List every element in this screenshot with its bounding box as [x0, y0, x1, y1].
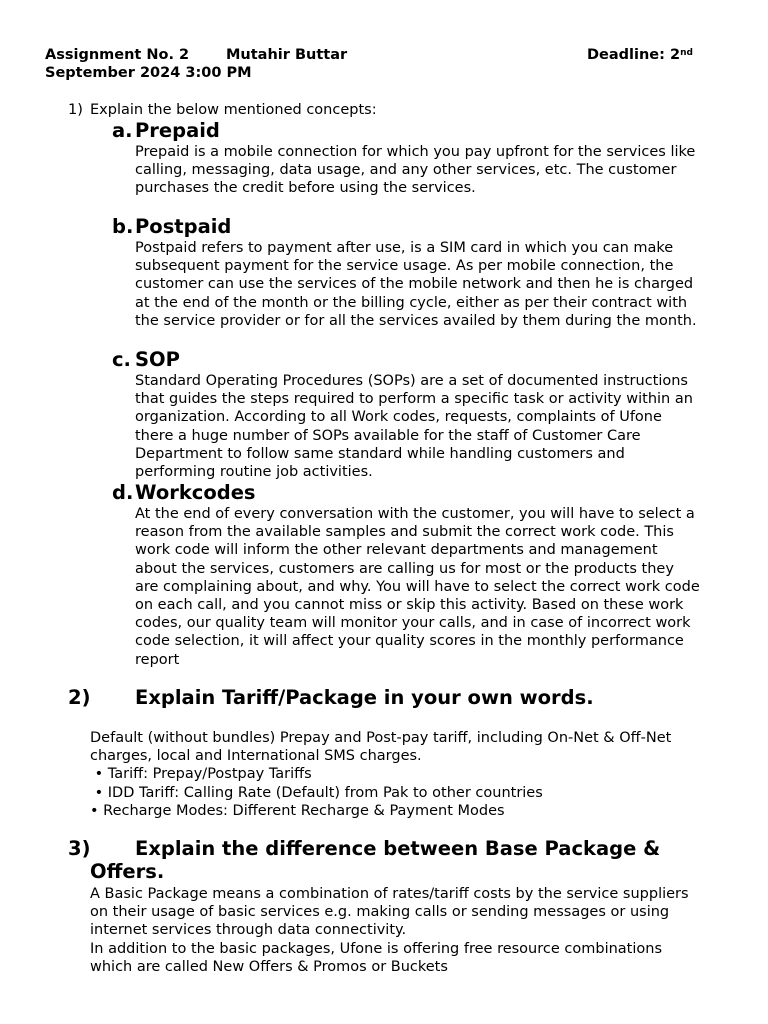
bullet-item: • Tariff: Prepay/Postpay Tariffs	[90, 766, 312, 783]
assignment-number: Assignment No. 2	[45, 47, 190, 63]
item-b-title: Postpaid	[135, 215, 232, 238]
q1-text: Explain the below mentioned concepts:	[90, 102, 377, 118]
q2-number: 2)	[68, 686, 91, 709]
paragraph-line: work code will inform the other relevant departments and management	[135, 542, 658, 559]
item-a-marker: a.	[112, 119, 133, 142]
q3-paragraph	[90, 885, 689, 976]
q2-title: Explain Tariff/Package in your own words.	[135, 686, 594, 709]
paragraph-line: charges, local and International SMS charges.	[90, 748, 422, 765]
paragraph-line: on each call, and you cannot miss or skip this activity. Based on these work	[135, 597, 684, 614]
q1-number: 1)	[68, 102, 83, 118]
deadline-prefix: Deadline: 2	[587, 47, 681, 63]
paragraph-line: at the end of the month or the billing cycle, either as per their contract with	[135, 294, 688, 311]
item-c-title: SOP	[135, 348, 180, 371]
paragraph-line: are complaining about, and why. You will have to select the correct work code	[135, 578, 700, 595]
item-d-marker: d.	[112, 481, 134, 504]
paragraph-line: In addition to the basic packages, Ufone is offering free resource combinations	[90, 940, 662, 957]
paragraph-line: performing routine job activities.	[135, 464, 373, 481]
item-a-title: Prepaid	[135, 119, 220, 142]
deadline	[587, 46, 693, 64]
bullet-item: • Recharge Modes: Different Recharge & Payment Modes	[90, 802, 505, 819]
paragraph-line: on their usage of basic services e.g. making calls or sending messages or using	[90, 904, 670, 921]
item-b-marker: b.	[112, 215, 134, 238]
paragraph-line: about the services, customers are calling us for most or the products they	[135, 560, 674, 577]
bullet-item: • IDD Tariff: Calling Rate (Default) from Pak to other countries	[90, 784, 543, 801]
paragraph-line: subsequent payment for the service usage. As per mobile connection, the	[135, 258, 674, 275]
author-name: Mutahir Buttar	[226, 47, 348, 63]
deadline-superscript: nd	[680, 48, 693, 58]
paragraph-line: customer can use the services of the mobile network and then he is charged	[135, 276, 694, 293]
deadline-continuation: September 2024 3:00 PM	[45, 65, 252, 81]
paragraph-line: codes, our quality team will monitor your calls, and in case of incorrect work	[135, 615, 691, 632]
paragraph-line: Default (without bundles) Prepay and Post-pay tariff, including On-Net & Off-Net	[90, 730, 672, 746]
item-c-marker: c.	[112, 348, 131, 371]
q3-title-line1: Explain the difference between Base Package &	[135, 837, 661, 860]
paragraph-line: Prepaid is a mobile connection for which you pay upfront for the services like	[135, 144, 696, 160]
item-d-paragraph	[135, 505, 700, 669]
paragraph-line: purchases the credit before using the services.	[135, 180, 476, 197]
paragraph-line: internet services through data connectivity.	[90, 922, 407, 939]
item-b-paragraph	[135, 239, 697, 330]
paragraph-line: Postpaid refers to payment after use, is a SIM card in which you can make	[135, 240, 674, 256]
paragraph-line: reason from the available samples and submit the correct work code. This	[135, 524, 674, 541]
item-d-title: Workcodes	[135, 481, 256, 504]
paragraph-line: that guides the steps required to perform a specific task or activity within an	[135, 391, 693, 408]
paragraph-line: which are called New Offers & Promos or Buckets	[90, 958, 448, 975]
paragraph-line: At the end of every conversation with the customer, you will have to select a	[135, 506, 695, 522]
paragraph-line: report	[135, 651, 180, 668]
paragraph-line: A Basic Package means a combination of rates/tariff costs by the service suppliers	[90, 886, 689, 902]
paragraph-line: calling, messaging, data usage, and any other services, etc. The customer	[135, 162, 677, 179]
paragraph-line: code selection, it will affect your quality scores in the monthly performance	[135, 633, 684, 650]
q3-title-line2: Offers.	[90, 860, 165, 883]
paragraph-line: the service provider or for all the services availed by them during the month.	[135, 312, 697, 329]
paragraph-line: organization. According to all Work codes, requests, complaints of Ufone	[135, 409, 662, 426]
item-c-paragraph	[135, 372, 693, 481]
q2-paragraph	[90, 729, 671, 820]
paragraph-line: Standard Operating Procedures (SOPs) are a set of documented instructions	[135, 373, 688, 389]
q3-number: 3)	[68, 837, 91, 860]
paragraph-line: there a huge number of SOPs available for the staff of Customer Care	[135, 427, 641, 444]
paragraph-line: Department to follow same standard while handling customers and	[135, 445, 625, 462]
item-a-paragraph	[135, 143, 695, 198]
